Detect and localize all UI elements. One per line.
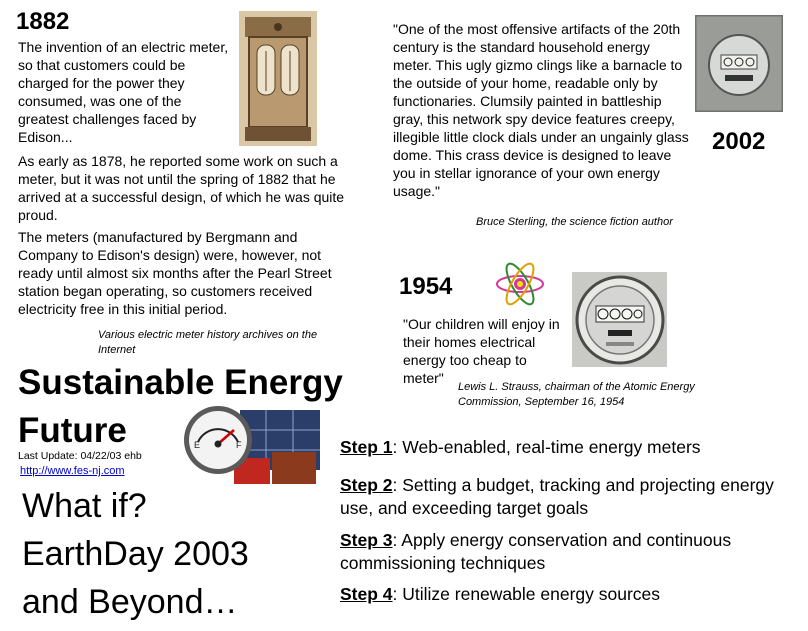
step-1-label: Step 1 xyxy=(340,437,393,457)
step-3-text: : Apply energy conservation and continuous commissioning techniques xyxy=(340,530,732,573)
title-line-2: Future xyxy=(18,411,127,450)
step-2-label: Step 2 xyxy=(340,475,393,495)
atom-icon xyxy=(494,258,546,310)
year-2002: 2002 xyxy=(712,128,766,155)
gauge-empty-letter: E xyxy=(194,440,201,450)
vintage-meter-image xyxy=(572,272,667,367)
step-4 xyxy=(340,583,800,606)
gauge-full-letter: F xyxy=(236,440,242,450)
attribution-1954: Lewis L. Strauss, chairman of the Atomic Energy Commission, September 16, 1954 xyxy=(458,381,695,408)
paragraph-1882-manufacture: The meters (manufactured by Bergmann and Company to Edison's design) were, however, not ready until almost six months after the Pearl Street station began operating, so customers received electricity free in this initial period. xyxy=(18,229,332,317)
quote-1954: "Our children will enjoy in their homes electrical energy too cheap to meter" xyxy=(403,316,560,386)
source-caption-1882: Various electric meter history archives on the Internet xyxy=(98,329,318,356)
step-3 xyxy=(340,529,800,575)
paragraph-1882-intro: The invention of an electric meter, so that customers could be charged for the power they consumed, was one of the greatest challenges faced by Edison... xyxy=(18,39,229,145)
step-4-text: : Utilize renewable energy sources xyxy=(392,584,661,604)
whatif-line-3: and Beyond… xyxy=(22,583,238,621)
step-2 xyxy=(340,474,790,520)
website-link[interactable]: http://www.fes-nj.com xyxy=(20,465,125,477)
fuel-gauge-solar-image xyxy=(180,402,325,486)
step-1 xyxy=(340,436,800,459)
edison-meter-image xyxy=(239,11,317,146)
step-1-text: : Web-enabled, real-time energy meters xyxy=(392,437,701,457)
quote-2002: "One of the most offensive artifacts of the 20th century is the standard household energy meter. This ugly gizmo clings like a barnacle to the outside of your home, readable only by functionaries. Clumsily painted in battleship gray, this network spy device features creepy, illegible little clock dials under an ungainly glass dome. This crass device is designed to leave you in stellar ignorance of your own energy usage." xyxy=(393,21,689,199)
step-3-label: Step 3 xyxy=(340,530,393,550)
title-line-1: Sustainable Energy xyxy=(18,363,343,402)
paragraph-1882-work: As early as 1878, he reported some work on such a meter, but it was not until the spring of 1882 that he arrived at a successful design, of which he was quite proud. xyxy=(18,153,345,223)
modern-meter-image xyxy=(695,15,783,112)
whatif-line-1: What if? xyxy=(22,487,147,525)
year-1954: 1954 xyxy=(399,273,453,300)
step-2-text: : Setting a budget, tracking and projecting energy use, and exceeding target goals xyxy=(340,475,774,518)
whatif-line-2: EarthDay 2003 xyxy=(22,535,249,573)
attribution-2002: Bruce Sterling, the science fiction author xyxy=(476,216,673,228)
year-1882: 1882 xyxy=(16,8,70,35)
step-4-label: Step 4 xyxy=(340,584,393,604)
last-update: Last Update: 04/22/03 ehb xyxy=(18,450,142,462)
